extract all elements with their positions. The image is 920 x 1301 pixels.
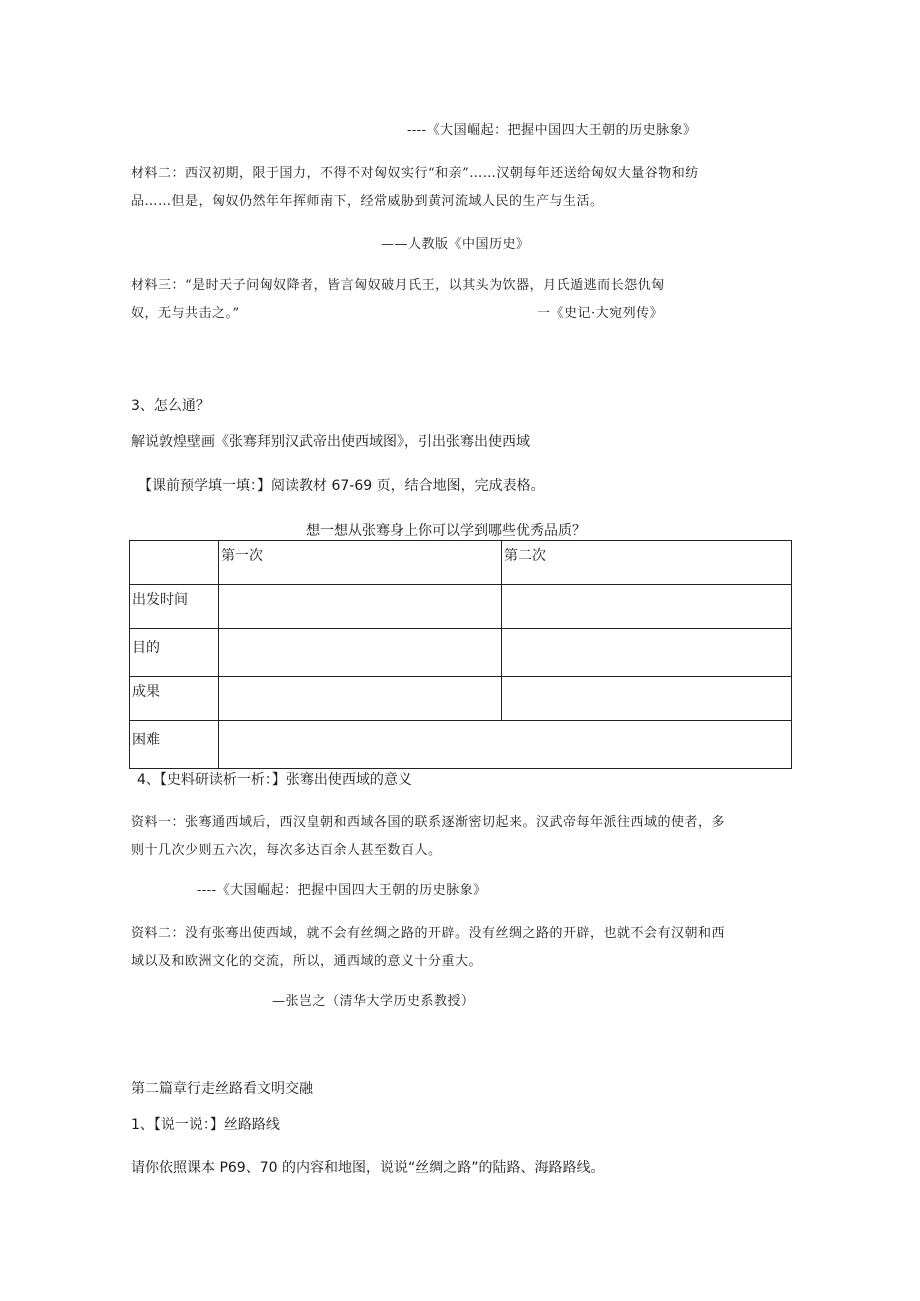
paragraph: 解说敦煌壁画《张骞拜别汉武帝出使西域图》，引出张骞出使西域 <box>131 434 530 450</box>
source-citation: ——人教版《中国历史》 <box>381 237 530 252</box>
material-two-line: 品……但是，匈奴仍然年年挥师南下，经常威胁到黄河流域人民的生产与生活。 <box>131 194 604 209</box>
reference-two-line: 域以及和欧洲文化的交流，所以，通西域的意义十分重大。 <box>131 954 483 969</box>
section-heading: 4、【史料研读析一析：】张骞出使西域的意义 <box>137 772 412 788</box>
row-label: 成果 <box>130 677 219 721</box>
table-row <box>130 629 792 677</box>
chapter-title: 第二篇章行走丝路看文明交融 <box>131 1081 313 1097</box>
table-cell <box>219 677 502 721</box>
table-cell <box>219 585 502 629</box>
row-label: 目的 <box>130 629 219 677</box>
table-cell <box>219 721 792 769</box>
material-three-line: 奴，无与共击之。” <box>131 306 240 321</box>
source-citation: 一《史记·大宛列传》 <box>537 306 664 321</box>
comparison-table <box>129 540 792 769</box>
paragraph: 【课前预学填一填：】阅读教材 67-69 页，结合地图，完成表格。 <box>138 478 545 494</box>
section-heading: 1、【说一说：】丝路路线 <box>131 1117 280 1133</box>
source-citation: —张岂之（清华大学历史系教授） <box>272 994 475 1009</box>
source-citation: ----《大国崛起：把握中国四大王朝的历史脉象》 <box>197 883 487 898</box>
reference-two-line: 资料二：没有张骞出使西域，就不会有丝绸之路的开辟。没有丝绸之路的开辟，也就不会有汉朝和西 <box>131 926 726 941</box>
table-header-row <box>130 541 792 585</box>
table-row <box>130 677 792 721</box>
table-cell <box>219 629 502 677</box>
table-row <box>130 721 792 769</box>
table-header-cell: 第二次 <box>502 541 792 585</box>
source-citation: ----《大国崛起：把握中国四大王朝的历史脉象》 <box>407 123 697 138</box>
table-row <box>130 585 792 629</box>
row-label: 出发时间 <box>130 585 219 629</box>
material-two-line: 材料二：西汉初期，限于国力，不得不对匈奴实行“和亲”……汉朝每年还送给匈奴大量谷物和纺 <box>131 166 699 181</box>
table-caption: 想一想从张骞身上你可以学到哪些优秀品质？ <box>306 523 586 539</box>
table-cell <box>502 585 792 629</box>
table-cell <box>502 629 792 677</box>
reference-one-line: 资料一：张骞通西域后，西汉皇朝和西域各国的联系逐渐密切起来。汉武帝每年派往西域的使者，多 <box>131 815 726 830</box>
reference-one-line: 则十几次少则五六次，每次多达百余人甚至数百人。 <box>131 843 442 858</box>
table-header-cell: 第一次 <box>219 541 502 585</box>
material-three-line: 材料三：“是时天子问匈奴降者，皆言匈奴破月氏王，以其头为饮器，月氏遁逃而长怨仇匈 <box>131 278 665 293</box>
table-cell <box>502 677 792 721</box>
table-cell <box>130 541 219 585</box>
row-label: 困难 <box>130 721 219 769</box>
paragraph: 请你依照课本 P69、70 的内容和地图，说说“丝绸之路”的陆路、海路路线。 <box>131 1160 605 1176</box>
section-heading: 3、怎么通？ <box>131 398 210 414</box>
